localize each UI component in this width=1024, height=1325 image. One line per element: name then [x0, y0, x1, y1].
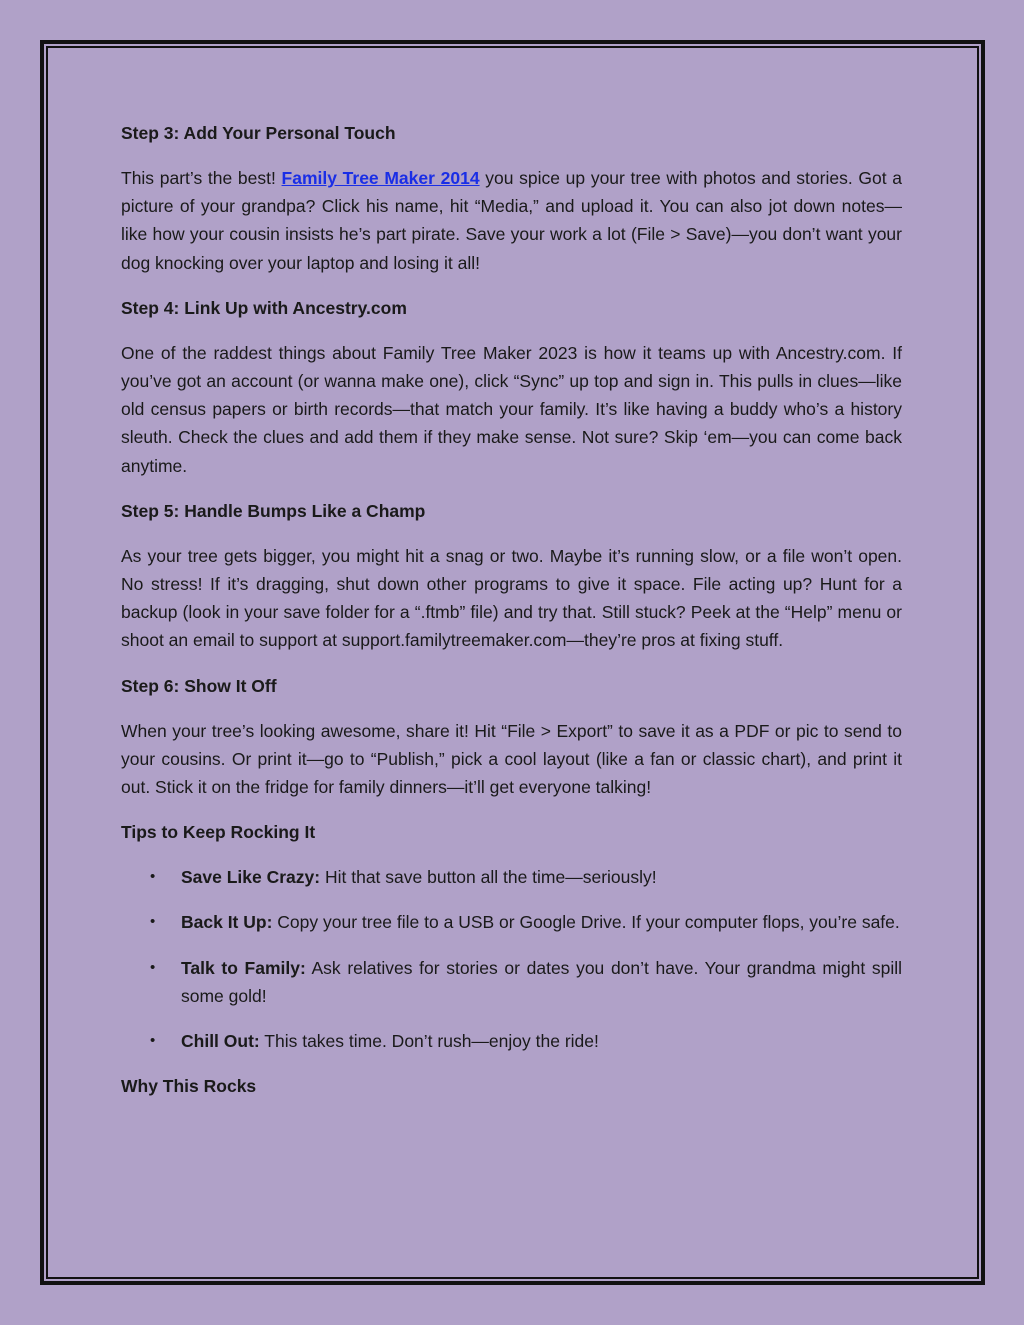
step-5-paragraph: As your tree gets bigger, you might hit a snag or two. Maybe it’s running slow, or a file won’t open. No stress! If it’s dragging, shut down other programs to give it space. File acting up? Hunt for a backup (look in your save folder for a “.ftmb” file) and try that. Still stuck? Peek at the “Help” menu or shoot an email to support at support.familytreemaker.com—they’re pros at fixing stuff.	[121, 545, 902, 651]
tip-item	[121, 1027, 902, 1055]
tip-item	[121, 863, 902, 891]
why-section	[121, 1072, 902, 1100]
tip-text: Ask relatives for stories or dates you don’t have. Your grandma might spill some gold!	[181, 957, 903, 1006]
step-6-heading: Step 6: Show It Off	[121, 675, 277, 696]
bullet-icon: •	[150, 868, 156, 886]
step-3-text-intro: This part’s the best!	[121, 168, 282, 188]
step-5-section	[121, 497, 902, 655]
step-3-section	[121, 119, 902, 277]
tip-term: Chill Out:	[181, 1031, 260, 1052]
tips-list	[121, 863, 902, 1055]
tip-term: Talk to Family:	[181, 957, 306, 978]
step-6-paragraph: When your tree’s looking awesome, share it! Hit “File > Export” to save it as a PDF or pic to send to your cousins. Or print it—go to “Publish,” pick a cool layout (like a fan or classic chart), and print it out. Stick it on the fridge for family dinners—it’ll get everyone talking!	[121, 720, 902, 798]
tip-text: This takes time. Don’t rush—enjoy the ride!	[259, 1031, 599, 1052]
tip-item	[121, 954, 902, 1010]
tip-text: Copy your tree file to a USB or Google Drive. If your computer flops, you’re safe.	[272, 912, 900, 933]
step-3-paragraph	[121, 164, 902, 277]
tips-section	[121, 818, 902, 1055]
tip-item	[121, 908, 902, 936]
step-4-heading: Step 4: Link Up with Ancestry.com	[121, 297, 407, 318]
tip-term: Back It Up:	[181, 912, 273, 933]
step-5-heading: Step 5: Handle Bumps Like a Champ	[121, 500, 426, 521]
step-4-paragraph: One of the raddest things about Family Tree Maker 2023 is how it teams up with Ancestry.com. If you’ve got an account (or wanna make one), click “Sync” up top and sign in. This pulls in clues—like old census papers or birth records—that match your family. It’s like having a buddy who’s a history sleuth. Check the clues and add them if they make sense. Not sure? Skip ‘em—you can come back anytime.	[121, 342, 902, 476]
step-3-text-body: you spice up your tree with photos and stories. Got a picture of your grandpa? Click his name, hit “Media,” and upload it. You can also jot down notes—like how your cousin insists he’s part pirate. Save your work a lot (File > Save)—you don’t want your dog knocking over your laptop and losing it all!	[121, 168, 903, 273]
bullet-icon: •	[150, 913, 156, 931]
tip-term: Save Like Crazy:	[181, 867, 321, 888]
step-4-section	[121, 294, 902, 480]
bullet-icon: •	[150, 958, 156, 976]
step-3-heading: Step 3: Add Your Personal Touch	[121, 123, 396, 143]
family-tree-maker-link[interactable]: Family Tree Maker 2014	[281, 168, 480, 188]
tips-heading: Tips to Keep Rocking It	[121, 822, 316, 843]
bullet-icon: •	[150, 1032, 156, 1050]
step-6-section	[121, 672, 902, 802]
why-heading: Why This Rocks	[121, 1076, 257, 1097]
document-content	[121, 119, 902, 1117]
tip-text: Hit that save button all the time—seriously!	[320, 867, 657, 888]
